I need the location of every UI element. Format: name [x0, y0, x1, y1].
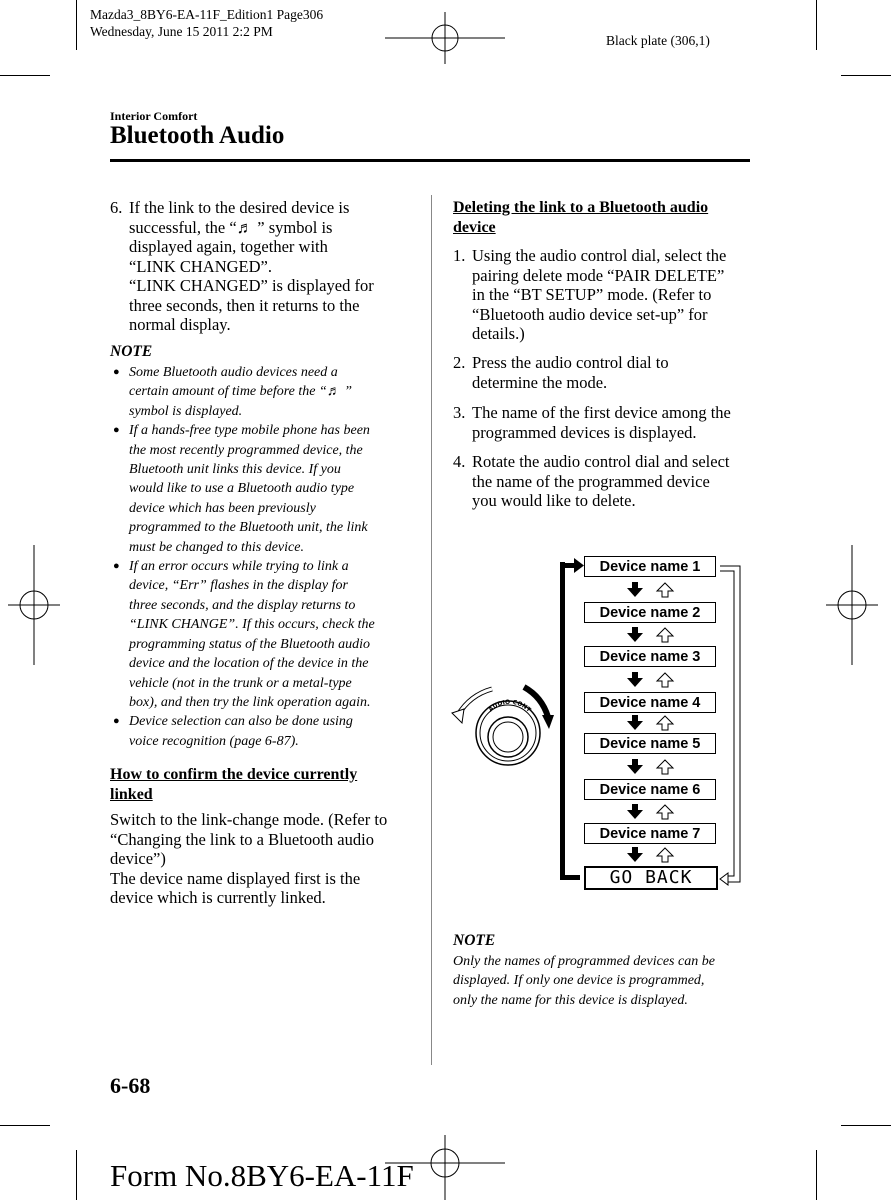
text-line: “LINK CHANGED” is displayed for	[129, 276, 374, 295]
note-item	[110, 712, 415, 751]
text-line: vehicle (not in the trunk or a metal-type	[129, 675, 352, 691]
bullet-icon: ●	[113, 424, 120, 437]
scroll-arrows-icon	[624, 804, 684, 820]
text-line: normal display.	[129, 315, 231, 334]
text-line: Press the audio control dial to	[472, 353, 669, 372]
text-line: If the link to the desired device is	[129, 198, 350, 217]
text-line: the name of the programmed device	[472, 471, 710, 491]
text-line: Device selection can also be done using	[129, 714, 353, 730]
step-text	[472, 353, 763, 392]
scroll-arrows-icon	[624, 715, 684, 731]
text-line: The device name displayed first is the	[110, 868, 361, 888]
text-line: How to confirm the device currently	[110, 766, 358, 783]
text-line: If an error occurs while trying to link a	[129, 559, 349, 575]
step-number: 2.	[453, 353, 466, 372]
step-text	[472, 403, 763, 442]
delete-step	[453, 452, 763, 511]
loop-bracket-bottom	[560, 875, 580, 880]
text-line: “Bluetooth audio device set-up” for	[472, 304, 708, 324]
step-number: 6.	[110, 198, 123, 217]
text-line: programmed to the Bluetooth unit, the link	[129, 520, 368, 536]
text-line: “Changing the link to a Bluetooth audio	[110, 829, 374, 849]
page-title: Bluetooth Audio	[110, 122, 285, 149]
text-line: programming status of the Bluetooth audio	[129, 636, 370, 652]
form-number: Form No.8BY6-EA-11F	[110, 1158, 414, 1193]
text-line: you would like to delete.	[472, 491, 636, 510]
text-line: three seconds, then it returns to the	[129, 295, 360, 315]
text-line: box), and then try the link operation again.	[129, 694, 371, 710]
step-number: 1.	[453, 246, 466, 265]
text-line: displayed. If only one device is programmed,	[453, 973, 705, 989]
text-line: device which has been previously	[129, 500, 316, 516]
step-number: 4.	[453, 452, 466, 471]
reverse-loop-icon	[718, 560, 748, 890]
step-text	[129, 198, 420, 335]
text-line: voice recognition (page 6-87).	[129, 733, 299, 749]
loop-arrow-head-icon	[560, 558, 586, 574]
scroll-arrows-icon	[624, 672, 684, 688]
text-line: in the “BT SETUP” mode. (Refer to	[472, 285, 712, 304]
step-number: 3.	[453, 403, 466, 422]
right-note-text	[453, 952, 753, 1010]
bullet-icon: ●	[113, 715, 120, 728]
step-6	[110, 198, 420, 335]
text-line: device	[453, 218, 496, 236]
scroll-arrows-icon	[624, 847, 684, 863]
text-line: the most recently programmed device, the	[129, 442, 363, 458]
text-line: programmed devices is displayed.	[472, 422, 697, 442]
text-line: Switch to the link-change mode. (Refer to	[110, 810, 388, 829]
text-line: would like to use a Bluetooth audio type	[129, 481, 355, 497]
device-name-box: Device name 3	[584, 646, 716, 667]
delete-step	[453, 353, 763, 392]
registration-mark-left	[8, 545, 60, 665]
column-divider	[431, 195, 432, 1065]
registration-mark-top	[385, 12, 505, 64]
note-item	[110, 363, 415, 421]
text-line: The name of the first device among the	[472, 403, 731, 422]
scroll-arrows-icon	[624, 759, 684, 775]
text-line: device which is currently linked.	[110, 888, 326, 907]
text-line: details.)	[472, 324, 525, 343]
text-line: If a hands-free type mobile phone has been	[129, 423, 370, 439]
note-item	[110, 557, 415, 712]
text-line: symbol is displayed.	[129, 403, 243, 419]
text-line: Bluetooth unit links this device. If you	[129, 462, 341, 478]
device-name-box: Device name 7	[584, 823, 716, 844]
text-line: three seconds, and the display returns to	[129, 597, 356, 613]
text-line: Rotate the audio control dial and select	[472, 452, 730, 471]
slug-line-2: Wednesday, June 15 2011 2:2 PM	[90, 24, 273, 39]
text-line: “LINK CHANGE”. If this occurs, check the	[129, 617, 375, 633]
note-heading: NOTE	[110, 343, 153, 360]
section-label: Interior Comfort	[110, 109, 198, 123]
text-line: device”)	[110, 849, 166, 868]
scroll-arrows-icon	[624, 582, 684, 598]
right-note-heading: NOTE	[453, 932, 496, 949]
device-name-box: Device name 5	[584, 733, 716, 754]
text-line: Deleting the link to a Bluetooth audio	[453, 199, 709, 216]
delete-step	[453, 403, 763, 442]
text-line: “LINK CHANGED”.	[129, 256, 272, 276]
text-line: determine the mode.	[472, 372, 608, 392]
plate-info: Black plate (306,1)	[606, 33, 710, 48]
text-line: device, “Err” flashes in the display for	[129, 578, 348, 594]
text-line: linked	[110, 785, 153, 803]
device-name-box: Device name 2	[584, 602, 716, 623]
slug-info	[90, 6, 323, 40]
text-line: must be changed to this device.	[129, 539, 304, 555]
registration-mark-right	[826, 545, 878, 665]
text-line: Using the audio control dial, select the	[472, 246, 727, 265]
bullet-icon: ●	[113, 366, 120, 378]
audio-control-dial-icon	[450, 675, 560, 780]
text-line: device and the location of the device in the	[129, 656, 369, 672]
go-back-display: GO BACK	[584, 866, 718, 890]
loop-bracket	[560, 562, 565, 880]
subheading-confirm-linked	[110, 765, 420, 804]
step-text	[472, 452, 763, 511]
device-name-box: Device name 4	[584, 692, 716, 713]
device-name-box: Device name 6	[584, 779, 716, 800]
bullet-icon: ●	[113, 560, 120, 573]
slug-line-1: Mazda3_8BY6-EA-11F_Edition1 Page306	[90, 7, 324, 22]
note-list	[110, 363, 415, 751]
dial-label: AUDIO CONT	[487, 698, 533, 714]
text-line: Only the names of programmed devices can be	[453, 954, 715, 969]
device-name-box: Device name 1	[584, 556, 716, 577]
note-item	[110, 421, 415, 557]
text-line: Some Bluetooth audio devices need a	[129, 365, 338, 380]
page-number: 6-68	[110, 1073, 151, 1098]
delete-step	[453, 246, 763, 344]
text-line: certain amount of time before the “♬ ”	[129, 384, 353, 400]
text-line: pairing delete mode “PAIR DELETE”	[472, 265, 725, 285]
title-rule	[110, 159, 750, 162]
confirm-paragraph	[110, 810, 420, 908]
step-text	[472, 246, 763, 344]
text-line: only the name for this device is displayed.	[453, 992, 688, 1008]
text-line: displayed again, together with	[129, 237, 328, 256]
subheading-delete-link	[453, 198, 763, 237]
scroll-arrows-icon	[624, 627, 684, 643]
text-line: successful, the “♬ ” symbol is	[129, 217, 333, 237]
